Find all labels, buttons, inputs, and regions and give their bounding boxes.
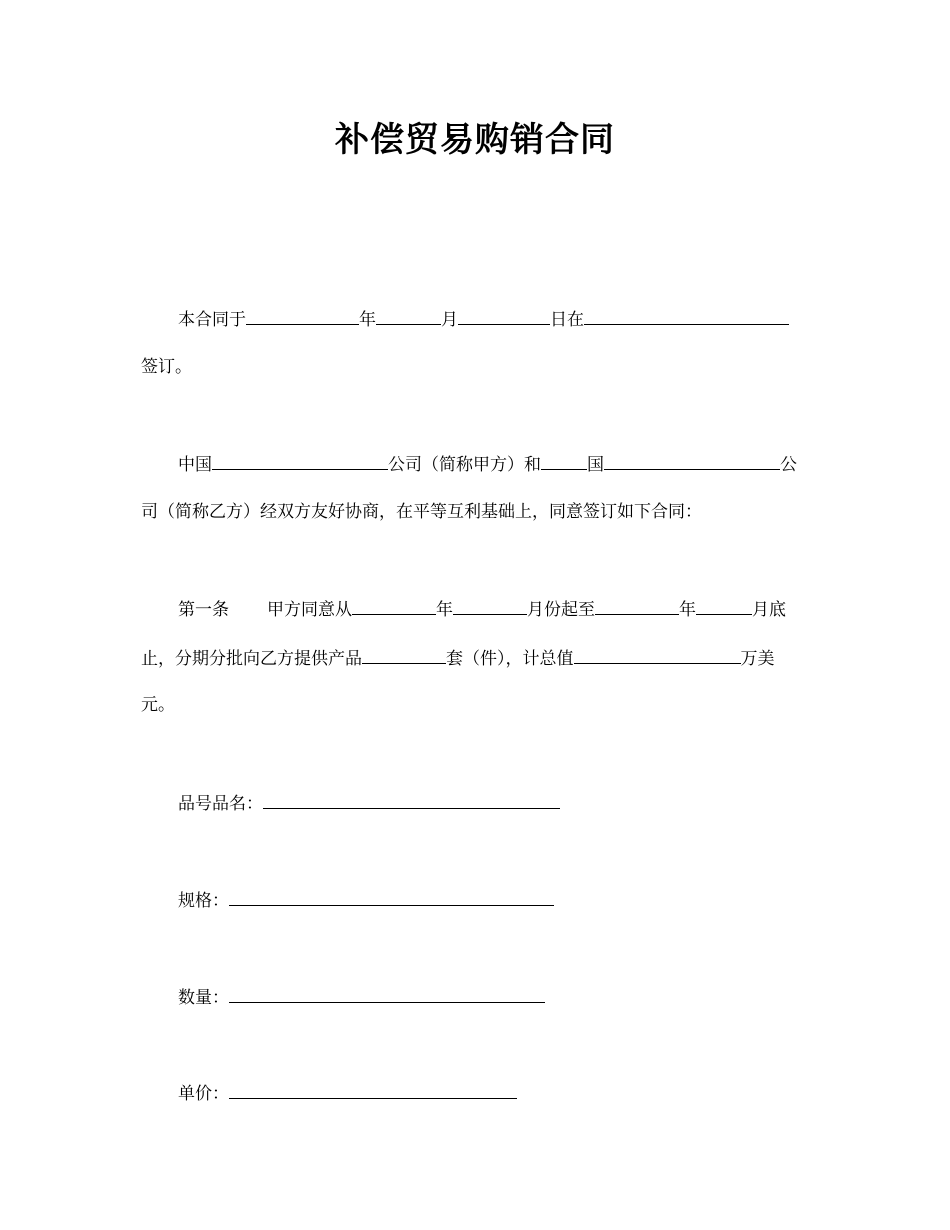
contract-date-line: 本合同于 年 月 日在	[178, 306, 789, 332]
article-1-line-1: 第一条 甲方同意从 年 月份起至 年 月底	[178, 596, 786, 622]
party-b-blank[interactable]	[604, 451, 780, 470]
quantity-field: 数量：	[178, 984, 545, 1010]
end-year-blank[interactable]	[595, 596, 679, 615]
unit-price-field: 单价：	[178, 1080, 517, 1106]
article-1-line-2: 止，分期分批向乙方提供产品 套（件），计总值 万美	[141, 645, 775, 671]
article-1-line-3: 元。	[141, 695, 175, 715]
total-value-blank[interactable]	[574, 645, 741, 664]
product-name-blank[interactable]	[263, 790, 560, 809]
product-name-field: 品号品名：	[178, 790, 560, 816]
unit-price-blank[interactable]	[229, 1080, 517, 1099]
end-month-blank[interactable]	[696, 596, 752, 615]
parties-line: 中国 公司（简称甲方）和 国 公	[178, 451, 797, 477]
year-blank[interactable]	[246, 306, 359, 325]
quantity-blank[interactable]	[229, 984, 545, 1003]
document-title: 补偿贸易购销合同	[335, 120, 615, 160]
article-heading: 第一条	[178, 600, 229, 620]
spec-field: 规格：	[178, 887, 554, 913]
party-a-blank[interactable]	[212, 451, 388, 470]
place-blank[interactable]	[584, 306, 789, 325]
month-blank[interactable]	[376, 306, 441, 325]
sign-text: 签订。	[141, 357, 192, 377]
start-month-blank[interactable]	[453, 596, 527, 615]
start-year-blank[interactable]	[352, 596, 436, 615]
spec-blank[interactable]	[229, 887, 554, 906]
parties-line-2: 司（简称乙方）经双方友好协商，在平等互利基础上，同意签订如下合同：	[141, 502, 702, 522]
day-blank[interactable]	[458, 306, 550, 325]
product-count-blank[interactable]	[362, 645, 446, 664]
country-blank[interactable]	[541, 451, 587, 470]
